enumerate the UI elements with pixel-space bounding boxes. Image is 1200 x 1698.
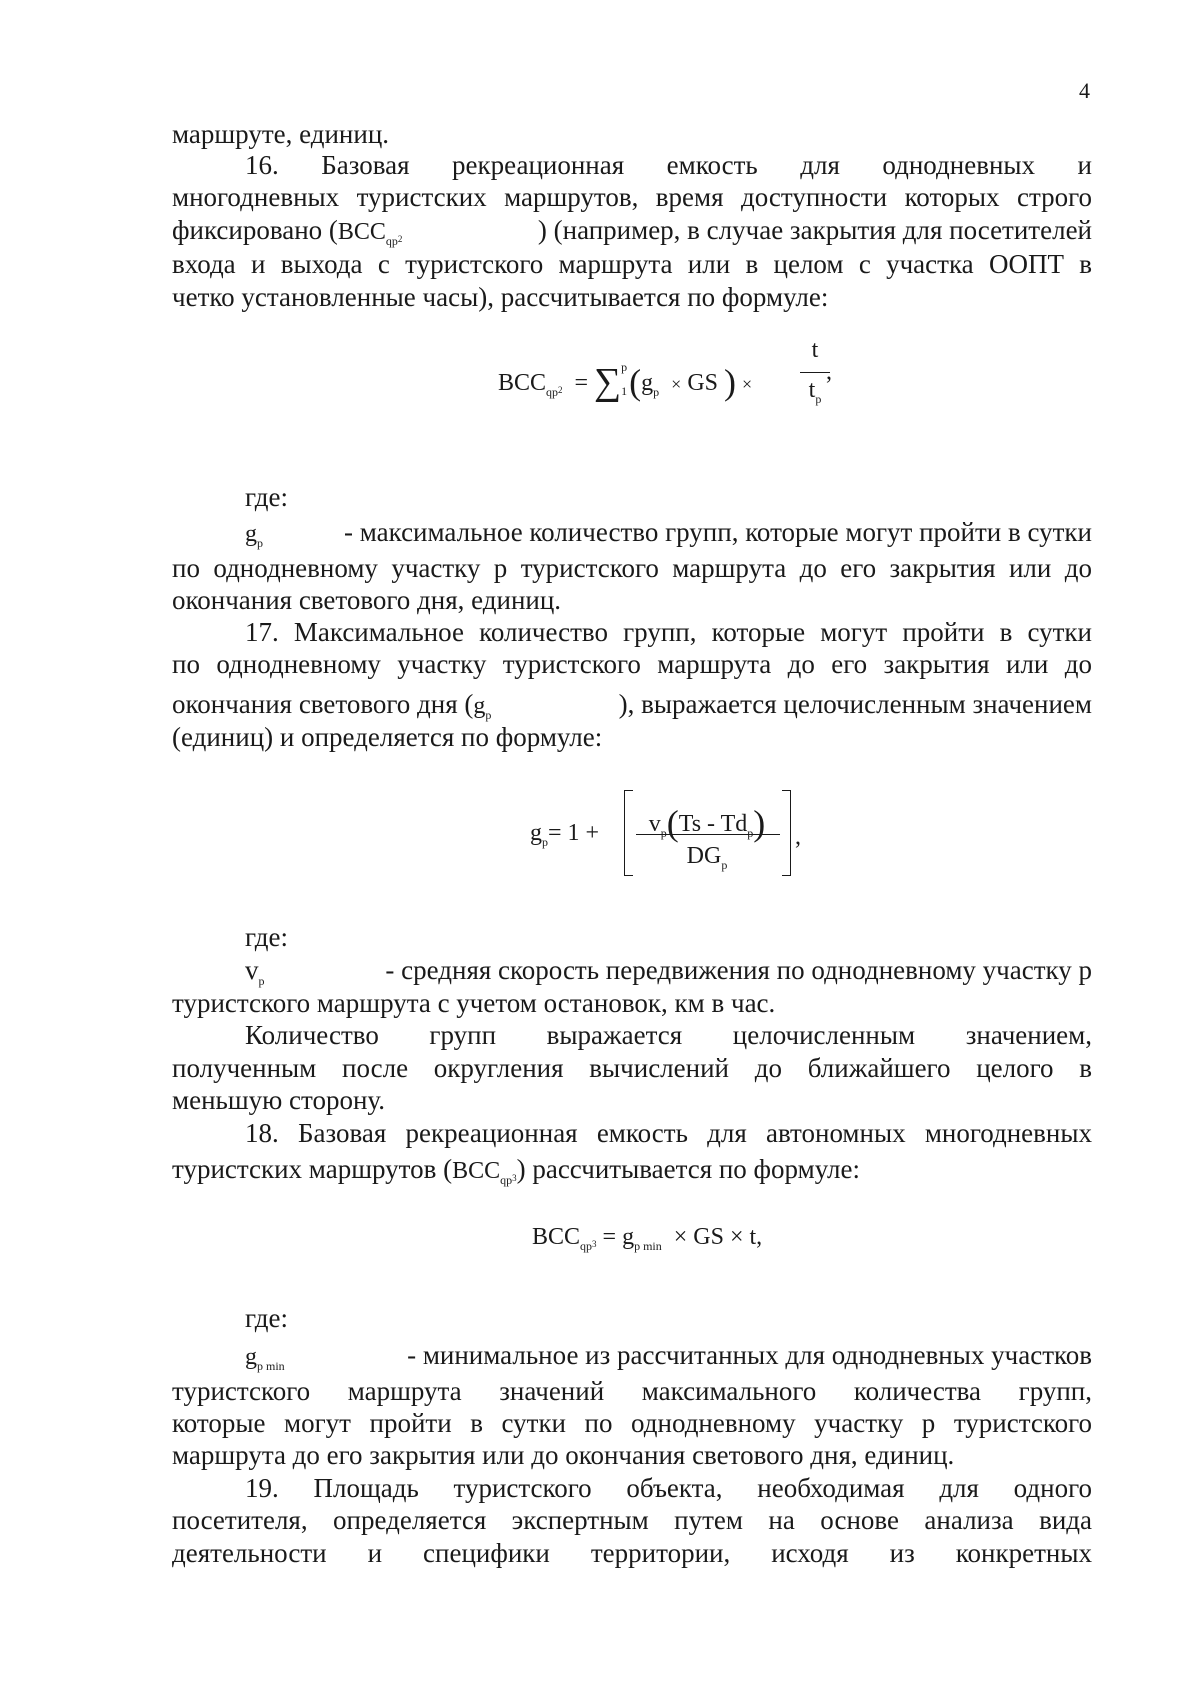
fraction-t-over-tp: t $t_p$ <box>800 336 830 407</box>
rounding-line-3: меньшую сторону. <box>172 1085 385 1115</box>
gp-symbol: $g_p$ <box>245 521 263 550</box>
paragraph-16-line-2: многодневных туристских маршрутов, время доступности которых строго <box>172 182 1092 212</box>
paragraph-19-line-2: посетителя, определяется экспертным путем на основе анализа вида <box>172 1505 1092 1535</box>
paragraph-17-line-3: окончания светового дня ($g_p$ ), выражается целочисленным значением <box>172 689 1092 722</box>
definition-gpmin-line-3: которые могут пройти в сутки по однодневному участку p туристского <box>172 1408 1092 1438</box>
definition-gpmin-line-1: $g_{p min}$ - минимальное из рассчитанных для однодневных участков <box>245 1340 1092 1373</box>
bcc-qp2-symbol: $BCC_{qp}2$ <box>337 219 403 248</box>
floor-bracket-right <box>782 790 791 876</box>
definition-gpmin-line-2: туристского маршрута значений максимального количества групп, <box>172 1376 1092 1406</box>
gpmin-symbol: $g_{p min}$ <box>245 1344 285 1373</box>
equals-sign: = <box>574 370 589 396</box>
text-fragment: ) (например, в случае закрытия для посетителей <box>537 215 1092 245</box>
where-label: где: <box>245 922 288 952</box>
paragraph-17-line-1: 17. Максимальное количество групп, которые могут пройти в сутки <box>245 617 1092 647</box>
floor-bracket-left <box>624 790 633 876</box>
where-label: где: <box>245 1303 288 1333</box>
definition-gp-line-1: $g_p$ - максимальное количество групп, которые могут пройти в сутки <box>245 517 1092 550</box>
formula-bcc-qp3: $BCC_{qp}3 = g_{p min}$ × GS × t, <box>532 1224 763 1253</box>
definition-vp-line-2: туристского маршрута с учетом остановок, км в час. <box>172 988 776 1018</box>
paragraph-19-line-3: деятельности и специфики территории, исходя из конкретных <box>172 1538 1092 1568</box>
paragraph-19-line-1: 19. Площадь туристского объекта, необходимая для одного <box>245 1473 1092 1503</box>
rounding-line-1: Количество групп выражается целочисленным значением, <box>245 1020 1092 1050</box>
sigma-symbol: ∑ <box>594 361 622 403</box>
rounding-line-2: полученным после округления вычислений до ближайшего целого в <box>172 1053 1092 1083</box>
paragraph-16-line-4: входа и выхода с туристского маршрута или в целом с участка ООПТ в <box>172 249 1092 279</box>
fraction-numerator: $v_p(Ts - Td_p)$ <box>648 803 766 843</box>
page-number: 4 <box>1079 78 1090 103</box>
paragraph-18-line-2: туристских маршрутов $(BCC_{qp}3)$ рассчитывается по формуле: <box>172 1154 860 1187</box>
bcc-qp3-symbol: $BCC_{qp}3$ <box>452 1158 517 1187</box>
definition-gp-line-2: по однодневному участку p туристского маршрута до его закрытия или до <box>172 553 1092 583</box>
paragraph-16-line-1: 16. Базовая рекреационная емкость для однодневных и <box>245 150 1092 180</box>
paragraph-16-line-5: четко установленные часы), рассчитывается по формуле: <box>172 282 829 312</box>
paragraph-continuation: маршруте, единиц. <box>172 119 390 149</box>
gp-symbol: $g_p$ <box>473 693 492 722</box>
formula-lhs: BCC <box>498 370 547 396</box>
paragraph-17-line-4: (единиц) и определяется по формуле: <box>172 722 603 752</box>
paragraph-18-line-1: 18. Базовая рекреационная емкость для автономных многодневных <box>245 1118 1092 1148</box>
definition-vp-line-1: $v_p$ - средняя скорость передвижения по однодневному участку p <box>245 955 1092 988</box>
where-label: где: <box>245 482 288 512</box>
fraction-bar <box>636 834 780 835</box>
definition-gpmin-line-4: маршрута до его закрытия или до окончания светового дня, единиц. <box>172 1440 955 1470</box>
fraction-denominator: $DG_p$ <box>686 843 728 872</box>
paragraph-17-line-2: по однодневному участку туристского маршрута до его закрытия или до <box>172 649 1092 679</box>
definition-gp-line-3: окончания светового дня, единиц. <box>172 585 562 615</box>
text-fragment: фиксировано ( <box>172 215 338 245</box>
